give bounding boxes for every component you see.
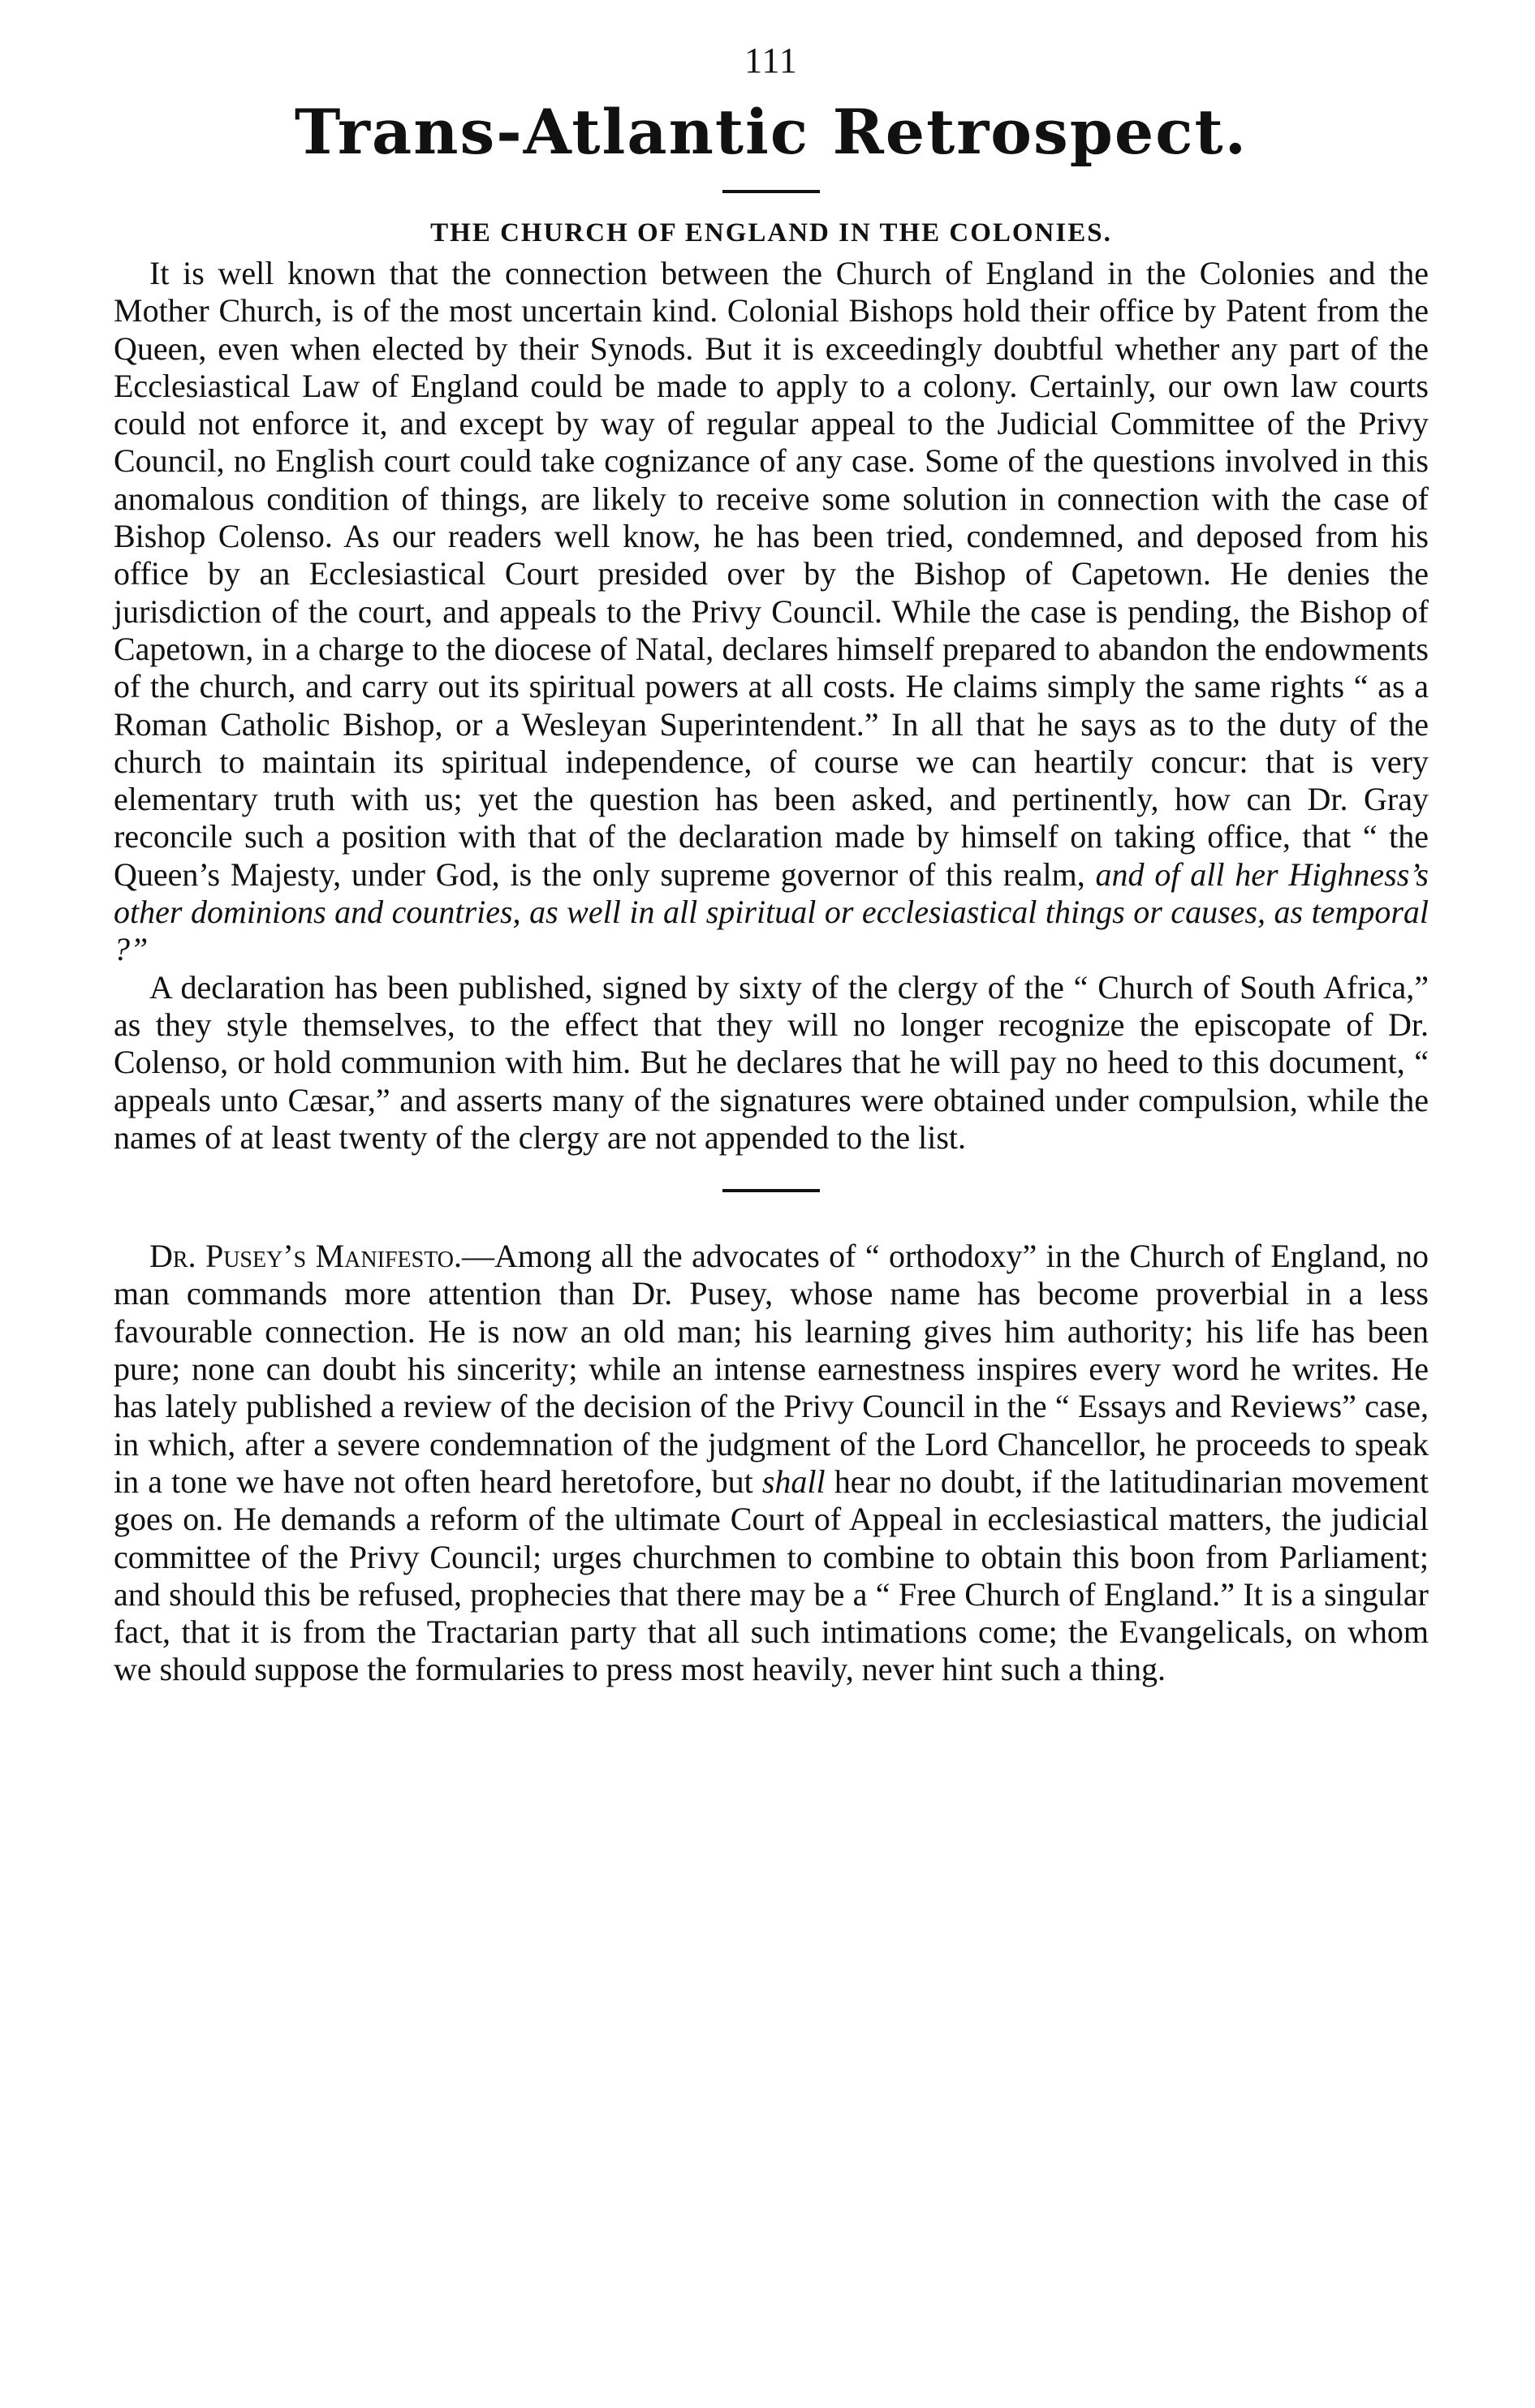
- paragraph-italic-word: shall: [761, 1462, 826, 1500]
- section-rule: [722, 1189, 820, 1192]
- paragraph-italic-quote: and of all her Highness’s other dominions and countries, as well in all spiritual or ecclesiastical things or causes, as temporal ?”: [114, 855, 1429, 968]
- running-title: Trans-Atlantic Retrospect.: [294, 96, 1248, 168]
- paragraph-church-colonies-1: [114, 255, 1429, 969]
- title-rule: [722, 190, 820, 193]
- paragraph-church-colonies-2: A declaration has been published, signed by sixty of the clergy of the “ Church of South Africa,” as they style themselves, to the effect that they will no longer recognize the episcopate of Dr. Colenso, or hold communion with him. But he declares that he will pay no heed to this document, “ appeals unto Cæsar,” and asserts many of the signatures were obtained under compulsion, while the names of at least twenty of the clergy are not appended to the list.: [114, 968, 1429, 1156]
- paragraph-pusey-manifesto: [114, 1238, 1429, 1689]
- page-number: 111: [744, 41, 798, 80]
- pusey-lead-heading: Dr. Pusey’s Manifesto.: [149, 1238, 463, 1275]
- section-heading-church-colonies: THE CHURCH OF ENGLAND IN THE COLONIES.: [430, 218, 1112, 248]
- paragraph-text: hear no doubt, if the latitudinarian movement goes on. He demands a reform of the ultimate Court of Appeal in ecclesiastical matters, the judicial committee of the Privy Council; urges churchmen to combine to obtain this boon from Parliament; and should this be refused, prophecies that there may be a “ Free Church of England.” It is a singular fact, that it is from the Tractarian party that all such intimations come; the Evangelicals, on whom we should suppose the formularies to press most heavily, never hint such a thing.: [114, 1462, 1429, 1688]
- page: [114, 41, 1429, 1689]
- paragraph-text: —Among all the advocates of “ orthodoxy” in the Church of England, no man commands more attention than Dr. Pusey, whose name has become proverbial in a less favourable connection. He is now an old man; his learning gives him authority; his life has been pure; none can doubt his sincerity; while an intense earnestness inspires every word he writes. He has lately published a review of the decision of the Privy Council in the “ Essays and Reviews” case, in which, after a severe condemnation of the judgment of the Lord Chancellor, he proceeds to speak in a tone we have not often heard heretofore, but: [114, 1238, 1429, 1500]
- paragraph-text: It is well known that the connection between the Church of England in the Colonies and the Mother Church, is of the most uncertain kind. Colonial Bishops hold their office by Patent from the Queen, even when elected by their Synods. But it is exceedingly doubtful whether any part of the Ecclesiastical Law of England could be made to apply to a colony. Certainly, our own law courts could not enforce it, and except by way of regular appeal to the Judicial Committee of the Privy Council, no English court could take cognizance of any case. Some of the questions involved in this anomalous condition of things, are likely to receive some solution in connection with the case of Bishop Colenso. As our readers well know, he has been tried, condemned, and deposed from his office by an Ecclesiastical Court presided over by the Bishop of Capetown. He denies the jurisdiction of the court, and appeals to the Privy Council. While the case is pending, the Bishop of Capetown, in a charge to the diocese of Natal, declares himself prepared to abandon the endowments of the church, and carry out its spiritual powers at all costs. He claims simply the same rights “ as a Roman Catholic Bishop, or a Wesleyan Superintendent.” In all that he says as to the duty of the church to maintain its spiritual independence, of course we can heartily concur: that is very elementary truth with us; yet the question has been asked, and pertinently, how can Dr. Gray reconcile such a position with that of the declaration made by himself on taking office, that “ the Queen’s Majesty, under God, is the only supreme governor of this realm,: [114, 255, 1429, 893]
